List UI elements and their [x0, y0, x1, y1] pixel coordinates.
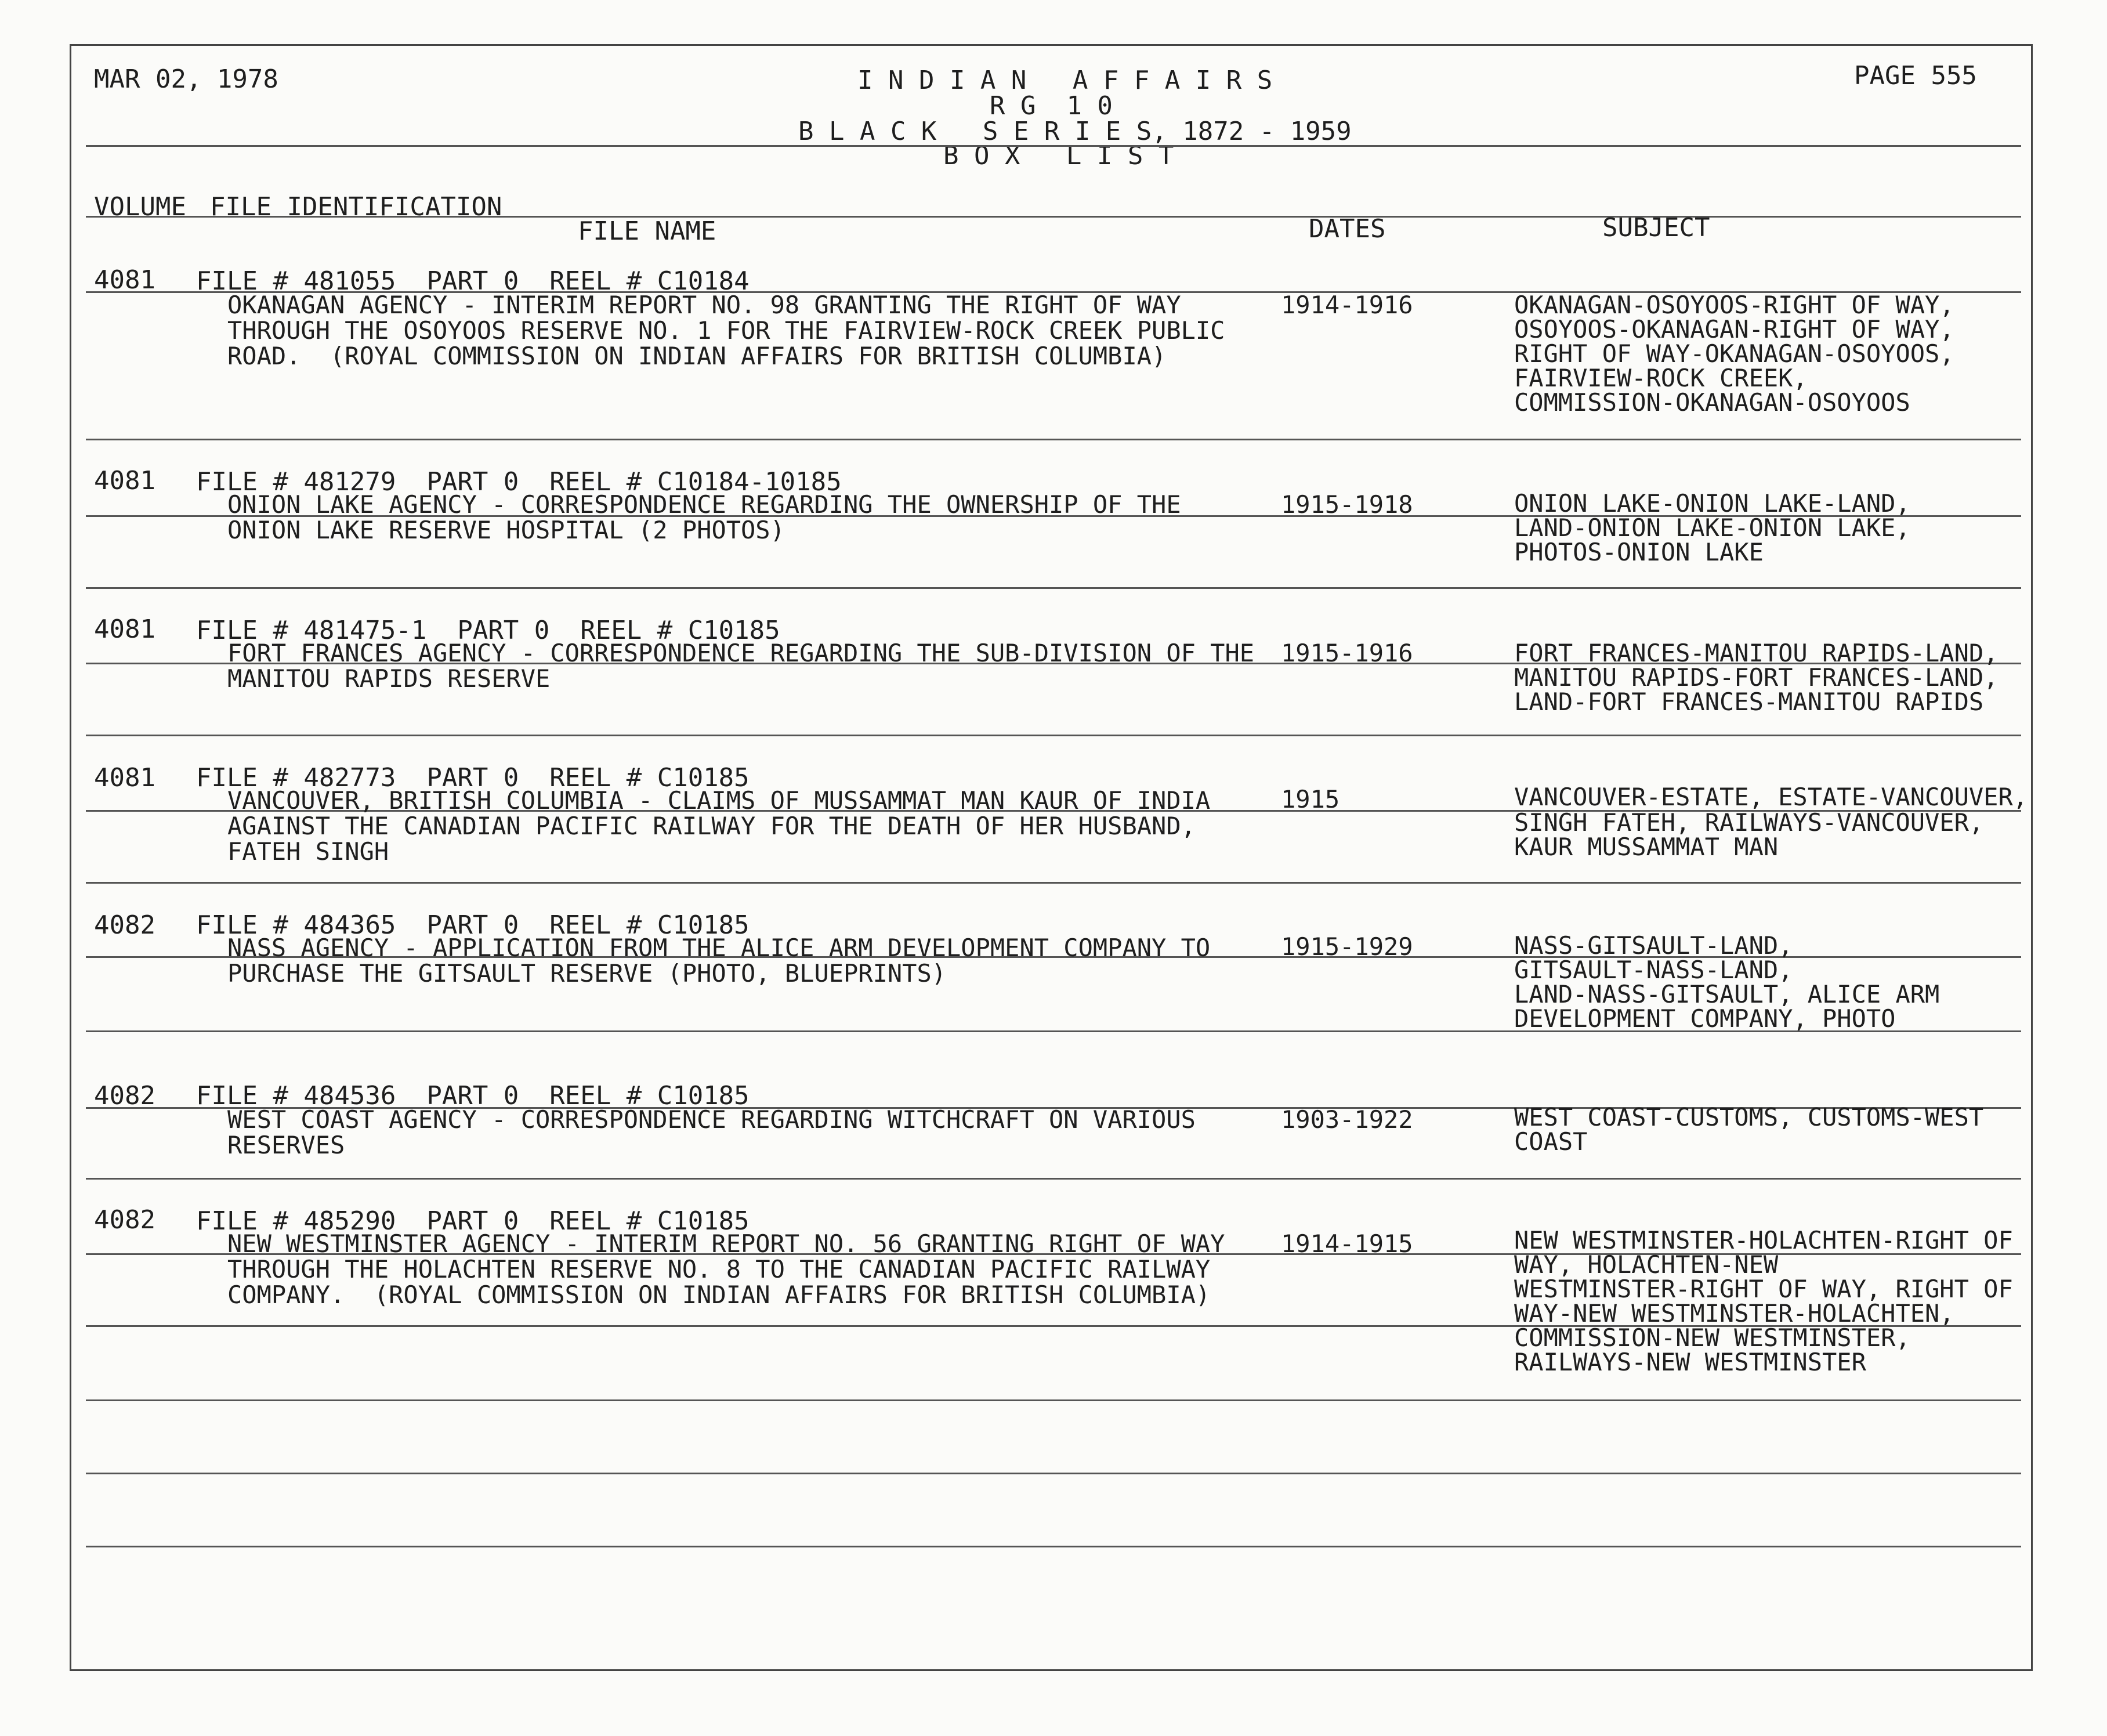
file-name-line: WEST COAST AGENCY - CORRESPONDENCE REGARDING WITCHCRAFT ON VARIOUS — [227, 1105, 1196, 1134]
file-name-line: FORT FRANCES AGENCY - CORRESPONDENCE REGARDING THE SUB-DIVISION OF THE — [227, 639, 1255, 667]
subject-line: GITSAULT-NASS-LAND, — [1514, 956, 1793, 984]
subject-line: COAST — [1514, 1127, 1588, 1156]
row-rule — [86, 1030, 2021, 1032]
column-file-identification: FILE IDENTIFICATION — [210, 192, 502, 222]
subject-line: MANITOU RAPIDS-FORT FRANCES-LAND, — [1514, 663, 1999, 692]
entry-file-line: FILE # 481475-1 PART 0 REEL # C10185 — [196, 616, 780, 645]
file-name-line: NEW WESTMINSTER AGENCY - INTERIM REPORT NO. 56 GRANTING RIGHT OF WAY — [227, 1229, 1225, 1258]
subject-line: RAILWAYS-NEW WESTMINSTER — [1514, 1348, 1866, 1376]
subject-line: NASS-GITSAULT-LAND, — [1514, 931, 1793, 960]
file-name-line: COMPANY. (ROYAL COMMISSION ON INDIAN AFFAIRS FOR BRITISH COLUMBIA) — [227, 1281, 1211, 1309]
entry-volume: 4082 — [94, 1081, 155, 1111]
subject-line: WAY-NEW WESTMINSTER-HOLACHTEN, — [1514, 1299, 1954, 1328]
row-rule — [86, 1473, 2021, 1474]
subject-line: LAND-FORT FRANCES-MANITOU RAPIDS — [1514, 688, 1984, 716]
subject-line: LAND-ONION LAKE-ONION LAKE, — [1514, 513, 1910, 542]
column-file-name: FILE NAME — [578, 216, 716, 246]
subject-line: OSOYOOS-OKANAGAN-RIGHT OF WAY, — [1514, 315, 1954, 343]
subject-line: COMMISSION-OKANAGAN-OSOYOOS — [1514, 388, 1910, 417]
file-name-line: ONION LAKE AGENCY - CORRESPONDENCE REGARDING THE OWNERSHIP OF THE — [227, 490, 1181, 519]
file-name-line: PURCHASE THE GITSAULT RESERVE (PHOTO, BLUEPRINTS) — [227, 959, 947, 988]
subject-line: DEVELOPMENT COMPANY, PHOTO — [1514, 1004, 1896, 1033]
report-title: I N D I A N A F F A I R S — [857, 66, 1273, 95]
row-rule — [86, 735, 2021, 736]
entry-dates: 1915-1916 — [1281, 639, 1413, 667]
entry-dates: 1903-1922 — [1281, 1105, 1413, 1134]
subject-line: WEST COAST-CUSTOMS, CUSTOMS-WEST — [1514, 1103, 1984, 1131]
subject-line: SINGH FATEH, RAILWAYS-VANCOUVER, — [1514, 808, 1984, 837]
row-rule — [86, 1325, 2021, 1327]
column-rule — [86, 216, 2021, 218]
entry-dates: 1914-1916 — [1281, 291, 1413, 319]
subject-line: ONION LAKE-ONION LAKE-LAND, — [1514, 489, 1910, 518]
entry-dates: 1915-1918 — [1281, 490, 1413, 519]
subject-line: KAUR MUSSAMMAT MAN — [1514, 833, 1779, 861]
subject-line: VANCOUVER-ESTATE, ESTATE-VANCOUVER, — [1514, 783, 2028, 811]
subject-line: FAIRVIEW-ROCK CREEK, — [1514, 364, 1808, 392]
column-volume: VOLUME — [94, 192, 186, 222]
file-name-line: ONION LAKE RESERVE HOSPITAL (2 PHOTOS) — [227, 516, 785, 544]
file-name-line: OKANAGAN AGENCY - INTERIM REPORT NO. 98 GRANTING THE RIGHT OF WAY — [227, 291, 1181, 319]
series-title: B L A C K S E R I E S, 1872 - 1959 — [798, 117, 1352, 146]
entry-file-line: FILE # 484365 PART 0 REEL # C10185 — [196, 910, 750, 940]
entry-file-line: FILE # 485290 PART 0 REEL # C10185 — [196, 1206, 750, 1236]
entry-volume: 4082 — [94, 1205, 155, 1235]
file-name-line: MANITOU RAPIDS RESERVE — [227, 664, 551, 693]
file-name-line: ROAD. (ROYAL COMMISSION ON INDIAN AFFAIRS FOR BRITISH COLUMBIA) — [227, 342, 1167, 370]
file-name-line: AGAINST THE CANADIAN PACIFIC RAILWAY FOR THE DEATH OF HER HUSBAND, — [227, 812, 1196, 840]
entry-file-line: FILE # 481055 PART 0 REEL # C10184 — [196, 266, 750, 296]
file-name-line: NASS AGENCY - APPLICATION FROM THE ALICE ARM DEVELOPMENT COMPANY TO — [227, 934, 1211, 962]
row-rule — [86, 882, 2021, 884]
subject-line: FORT FRANCES-MANITOU RAPIDS-LAND, — [1514, 639, 1999, 667]
row-rule — [86, 587, 2021, 589]
file-name-line: RESERVES — [227, 1131, 345, 1159]
subject-line: LAND-NASS-GITSAULT, ALICE ARM — [1514, 980, 1940, 1008]
subject-line: WESTMINSTER-RIGHT OF WAY, RIGHT OF — [1514, 1275, 2013, 1303]
entry-volume: 4081 — [94, 466, 155, 496]
entry-volume: 4081 — [94, 265, 155, 295]
entry-dates: 1914-1915 — [1281, 1229, 1413, 1258]
box-list-title: B O X L I S T — [943, 141, 1174, 171]
subject-line: OKANAGAN-OSOYOOS-RIGHT OF WAY, — [1514, 291, 1954, 319]
subject-line: PHOTOS-ONION LAKE — [1514, 538, 1764, 566]
row-rule — [86, 1178, 2021, 1180]
file-name-line: FATEH SINGH — [227, 837, 389, 866]
row-rule — [86, 1546, 2021, 1547]
row-rule — [86, 439, 2021, 440]
entry-file-line: FILE # 484536 PART 0 REEL # C10185 — [196, 1081, 750, 1111]
file-name-line: THROUGH THE OSOYOOS RESERVE NO. 1 FOR THE FAIRVIEW-ROCK CREEK PUBLIC — [227, 316, 1225, 345]
entry-file-line: FILE # 482773 PART 0 REEL # C10185 — [196, 763, 750, 793]
subject-line: WAY, HOLACHTEN-NEW — [1514, 1250, 1779, 1279]
entry-volume: 4082 — [94, 910, 155, 940]
file-name-line: THROUGH THE HOLACHTEN RESERVE NO. 8 TO THE CANADIAN PACIFIC RAILWAY — [227, 1255, 1211, 1283]
entry-volume: 4081 — [94, 763, 155, 793]
entry-volume: 4081 — [94, 614, 155, 644]
subject-line: COMMISSION-NEW WESTMINSTER, — [1514, 1323, 1910, 1352]
entry-dates: 1915 — [1281, 785, 1340, 813]
file-name-line: VANCOUVER, BRITISH COLUMBIA - CLAIMS OF MUSSAMMAT MAN KAUR OF INDIA — [227, 786, 1211, 815]
column-dates: DATES — [1309, 214, 1386, 244]
page-number: PAGE 555 — [1854, 61, 1977, 91]
entry-file-line: FILE # 481279 PART 0 REEL # C10184-10185 — [196, 467, 842, 497]
report-date: MAR 02, 1978 — [94, 64, 278, 94]
record-group: R G 1 0 — [990, 91, 1113, 121]
subject-line: RIGHT OF WAY-OKANAGAN-OSOYOOS, — [1514, 339, 1954, 368]
column-subject: SUBJECT — [1602, 213, 1710, 243]
header-rule — [86, 145, 2021, 147]
row-rule — [86, 1399, 2021, 1401]
subject-line: NEW WESTMINSTER-HOLACHTEN-RIGHT OF — [1514, 1226, 2013, 1254]
entry-dates: 1915-1929 — [1281, 932, 1413, 961]
